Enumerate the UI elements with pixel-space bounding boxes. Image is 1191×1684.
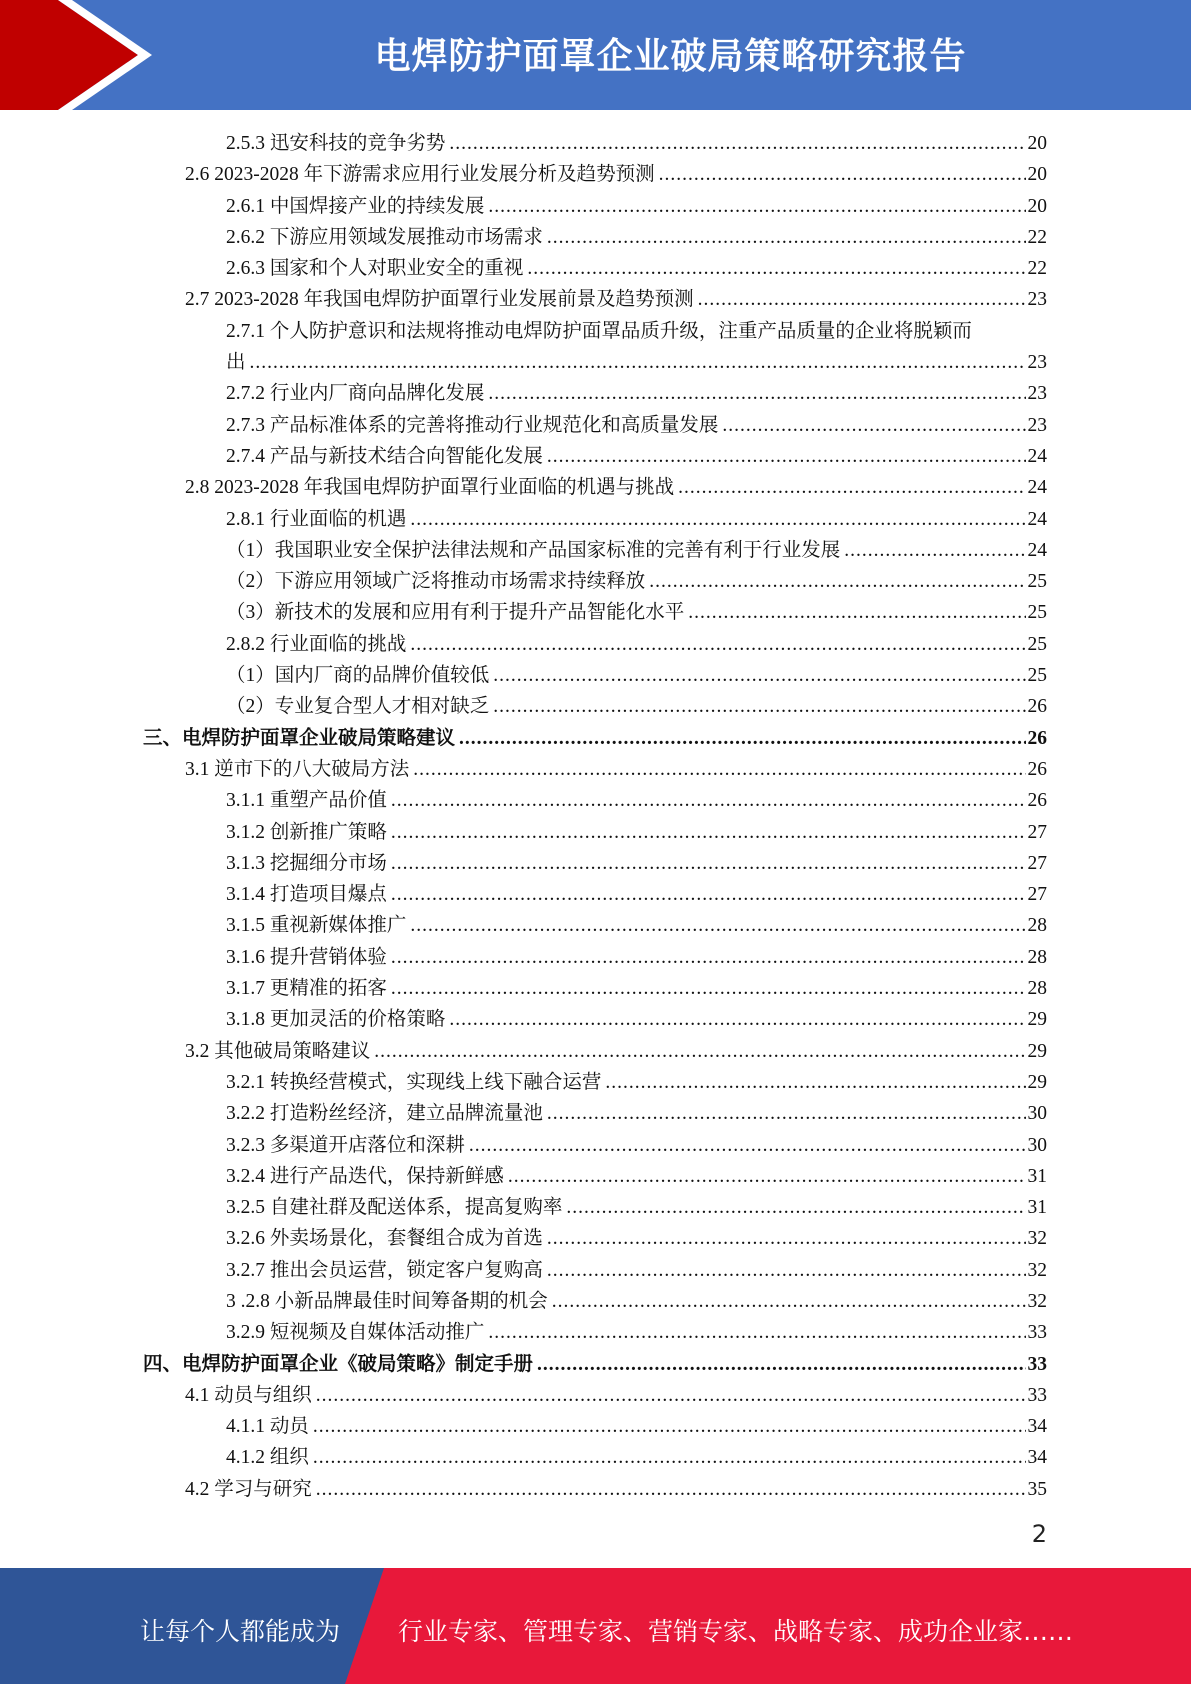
toc-entry-label: 3.2.6 外卖场景化，套餐组合成为首选 bbox=[226, 1228, 543, 1250]
toc-entry[interactable] bbox=[0, 409, 1191, 440]
page-number: 2 bbox=[1031, 1520, 1047, 1548]
toc-entry-page: 27 bbox=[1027, 884, 1047, 906]
toc-entry[interactable] bbox=[0, 1097, 1191, 1128]
report-title: 电焊防护面罩企业破局策略研究报告 bbox=[374, 36, 967, 77]
toc-entry-page: 22 bbox=[1027, 258, 1047, 280]
toc-entry-page: 32 bbox=[1027, 1259, 1047, 1281]
toc-leader-dots bbox=[410, 634, 1025, 656]
toc-entry[interactable] bbox=[0, 1285, 1191, 1316]
toc-entry-page: 25 bbox=[1027, 633, 1047, 655]
toc-entry[interactable] bbox=[0, 1222, 1191, 1253]
toc-entry-page: 25 bbox=[1027, 602, 1047, 624]
toc-leader-dots bbox=[552, 1291, 1026, 1313]
toc-entry-label: 2.7.2 行业内厂商向品牌化发展 bbox=[226, 383, 485, 405]
toc-entry-label: 3.2.4 进行产品迭代，保持新鲜感 bbox=[226, 1165, 504, 1187]
toc-entry-page: 24 bbox=[1027, 539, 1047, 561]
toc-entry[interactable] bbox=[0, 972, 1191, 1003]
toc-entry[interactable] bbox=[0, 941, 1191, 972]
toc-entry-label: 3.2.9 短视频及自媒体活动推广 bbox=[226, 1322, 485, 1344]
toc-entry[interactable] bbox=[0, 722, 1191, 753]
toc-entry-page: 27 bbox=[1027, 821, 1047, 843]
toc-entry-page: 29 bbox=[1027, 1071, 1047, 1093]
toc-entry-page: 30 bbox=[1027, 1103, 1047, 1125]
toc-entry-label: 2.6.3 国家和个人对职业安全的重视 bbox=[226, 258, 524, 280]
toc-entry-label: （2）下游应用领域广泛将推动市场需求持续释放 bbox=[226, 571, 646, 593]
toc-entry-page: 20 bbox=[1027, 164, 1047, 186]
toc-entry[interactable] bbox=[0, 283, 1191, 314]
toc-entry-label: 3.2.1 转换经营模式，实现线上线下融合运营 bbox=[226, 1071, 602, 1093]
toc-leader-dots bbox=[391, 790, 1026, 812]
toc-entry-label: （1）我国职业安全保护法律法规和产品国家标准的完善有利于行业发展 bbox=[226, 539, 841, 561]
toc-leader-dots bbox=[547, 1260, 1026, 1282]
toc-entry[interactable] bbox=[0, 1254, 1191, 1285]
toc-leader-dots bbox=[547, 227, 1026, 249]
toc-entry-label: 3.2 其他破局策略建议 bbox=[185, 1040, 371, 1062]
toc-leader-dots bbox=[493, 665, 1025, 687]
toc-leader-dots bbox=[488, 1322, 1025, 1344]
footer-slogan-left: 让每个人都能成为 bbox=[140, 1617, 341, 1646]
toc-entry[interactable] bbox=[0, 1129, 1191, 1160]
toc-leader-dots bbox=[605, 1072, 1025, 1094]
toc-entry[interactable] bbox=[0, 1160, 1191, 1191]
toc-entry-label: 2.8.2 行业面临的挑战 bbox=[226, 633, 407, 655]
toc-entry-label: 3.1.3 挖掘细分市场 bbox=[226, 852, 387, 874]
toc-leader-dots bbox=[547, 1228, 1026, 1250]
toc-entry[interactable] bbox=[0, 565, 1191, 596]
toc-entry[interactable] bbox=[0, 659, 1191, 690]
toc-leader-dots bbox=[410, 509, 1025, 531]
toc-entry-label: 3.1.5 重视新媒体推广 bbox=[226, 915, 407, 937]
toc-entry-label: 3.1.7 更精准的拓客 bbox=[226, 978, 387, 1000]
toc-entry[interactable] bbox=[0, 1348, 1191, 1379]
toc-leader-dots bbox=[678, 477, 1025, 499]
toc-leader-dots bbox=[250, 352, 1026, 374]
toc-leader-dots bbox=[488, 383, 1025, 405]
toc-entry-page: 20 bbox=[1027, 195, 1047, 217]
toc-entry-page: 28 bbox=[1027, 978, 1047, 1000]
toc-leader-dots bbox=[313, 1416, 1026, 1438]
toc-entry[interactable] bbox=[0, 1410, 1191, 1441]
toc-entry[interactable] bbox=[0, 847, 1191, 878]
toc-leader-dots bbox=[844, 540, 1025, 562]
page-footer bbox=[0, 1568, 1191, 1684]
toc-entry-label: 3.2.2 打造粉丝经济，建立品牌流量池 bbox=[226, 1103, 543, 1125]
toc-entry[interactable] bbox=[0, 190, 1191, 221]
toc-entry-page: 26 bbox=[1027, 758, 1047, 780]
toc-entry-page: 28 bbox=[1027, 946, 1047, 968]
table-of-contents bbox=[0, 127, 1191, 1504]
toc-entry-label: 2.7.3 产品标准体系的完善将推动行业规范化和高质量发展 bbox=[226, 414, 719, 436]
toc-entry[interactable] bbox=[0, 784, 1191, 815]
toc-leader-dots bbox=[391, 947, 1026, 969]
toc-entry-page: 23 bbox=[1027, 414, 1047, 436]
toc-leader-dots bbox=[722, 415, 1025, 437]
toc-entry-page: 26 bbox=[1027, 727, 1047, 749]
toc-entry[interactable] bbox=[0, 534, 1191, 565]
toc-entry-label: 2.5.3 迅安科技的竞争劣势 bbox=[226, 133, 446, 154]
toc-entry-page: 25 bbox=[1027, 571, 1047, 593]
toc-entry[interactable] bbox=[0, 878, 1191, 909]
toc-entry[interactable] bbox=[0, 628, 1191, 659]
toc-entry-page: 27 bbox=[1027, 852, 1047, 874]
toc-leader-dots bbox=[469, 1135, 1026, 1157]
toc-entry-page: 25 bbox=[1027, 665, 1047, 687]
toc-entry-label: 3.2.7 推出会员运营，锁定客户复购高 bbox=[226, 1259, 543, 1281]
toc-entry[interactable] bbox=[0, 158, 1191, 189]
toc-entry-wrapped-line[interactable]: 2.7.1 个人防护意识和法规将推动电焊防护面罩品质升级，注重产品质量的企业将脱颖而 bbox=[226, 320, 972, 342]
footer-slogan-right: 行业专家、管理专家、营销专家、战略专家、成功企业家…… bbox=[398, 1617, 1074, 1646]
toc-entry[interactable] bbox=[0, 1473, 1191, 1504]
toc-entry-label: 3.1.2 创新推广策略 bbox=[226, 821, 387, 843]
toc-entry-page: 33 bbox=[1027, 1384, 1047, 1406]
toc-entry-label: 出 bbox=[226, 352, 246, 374]
toc-entry[interactable] bbox=[0, 377, 1191, 408]
toc-entry-page: 30 bbox=[1027, 1134, 1047, 1156]
toc-entry[interactable] bbox=[0, 503, 1191, 534]
toc-entry-label: 3.2.3 多渠道开店落位和深耕 bbox=[226, 1134, 465, 1156]
toc-entry[interactable] bbox=[0, 816, 1191, 847]
toc-entry-label: （1）国内厂商的品牌价值较低 bbox=[226, 665, 490, 687]
toc-leader-dots bbox=[316, 1385, 1026, 1407]
toc-entry-page: 31 bbox=[1027, 1197, 1047, 1219]
toc-entry[interactable] bbox=[0, 127, 1191, 158]
toc-entry[interactable] bbox=[0, 690, 1191, 721]
toc-entry-page: 35 bbox=[1027, 1478, 1047, 1500]
toc-leader-dots bbox=[316, 1479, 1026, 1501]
toc-entry-label: 3.1.6 提升营销体验 bbox=[226, 946, 387, 968]
toc-entry-label: 3.1 逆市下的八大破局方法 bbox=[185, 758, 410, 780]
toc-leader-dots bbox=[649, 571, 1025, 593]
toc-leader-dots bbox=[688, 602, 1025, 624]
toc-entry-page: 20 bbox=[1027, 133, 1047, 154]
toc-entry-label: （3）新技术的发展和应用有利于提升产品智能化水平 bbox=[226, 602, 685, 624]
toc-entry-label: 2.6 2023-2028 年下游需求应用行业发展分析及趋势预测 bbox=[185, 164, 655, 186]
toc-entry-page: 24 bbox=[1027, 477, 1047, 499]
toc-entry-label: 三、电焊防护面罩企业破局策略建议 bbox=[143, 727, 456, 749]
toc-leader-dots bbox=[547, 1103, 1026, 1125]
toc-leader-dots bbox=[698, 289, 1026, 311]
toc-entry-page: 26 bbox=[1027, 790, 1047, 812]
toc-leader-dots bbox=[537, 1354, 1025, 1376]
toc-entry-page: 29 bbox=[1027, 1040, 1047, 1062]
toc-entry-label: 2.7 2023-2028 年我国电焊防护面罩行业发展前景及趋势预测 bbox=[185, 289, 694, 311]
toc-entry-label: 4.1.2 组织 bbox=[226, 1447, 309, 1469]
toc-leader-dots bbox=[413, 759, 1025, 781]
toc-entry-label: 2.7.4 产品与新技术结合向智能化发展 bbox=[226, 445, 543, 467]
toc-leader-dots bbox=[659, 164, 1026, 186]
toc-entry[interactable] bbox=[0, 1379, 1191, 1410]
toc-entry[interactable] bbox=[0, 1035, 1191, 1066]
toc-entry-page: 29 bbox=[1027, 1009, 1047, 1031]
toc-entry[interactable] bbox=[0, 1441, 1191, 1472]
toc-entry-page: 34 bbox=[1027, 1416, 1047, 1438]
toc-entry[interactable] bbox=[0, 596, 1191, 627]
toc-entry-label: 4.1.1 动员 bbox=[226, 1416, 309, 1438]
toc-entry-label: 2.6.1 中国焊接产业的持续发展 bbox=[226, 195, 485, 217]
toc-leader-dots bbox=[449, 133, 1025, 155]
toc-entry-label: 四、电焊防护面罩企业《破局策略》制定手册 bbox=[143, 1353, 534, 1375]
toc-entry-page: 22 bbox=[1027, 226, 1047, 248]
toc-leader-dots bbox=[449, 1009, 1025, 1031]
toc-entry-page: 34 bbox=[1027, 1447, 1047, 1469]
toc-entry[interactable] bbox=[0, 346, 1191, 377]
toc-entry-label: 3.1.8 更加灵活的价格策略 bbox=[226, 1009, 446, 1031]
toc-leader-dots bbox=[313, 1447, 1026, 1469]
toc-entry-page: 24 bbox=[1027, 508, 1047, 530]
toc-entry[interactable] bbox=[0, 221, 1191, 252]
toc-leader-dots bbox=[566, 1197, 1025, 1219]
toc-entry-label: 3.1.1 重塑产品价值 bbox=[226, 790, 387, 812]
toc-entry[interactable] bbox=[0, 1003, 1191, 1034]
toc-entry-label: 3.2.5 自建社群及配送体系，提高复购率 bbox=[226, 1197, 563, 1219]
toc-entry[interactable] bbox=[0, 1066, 1191, 1097]
toc-entry-label: 2.6.2 下游应用领域发展推动市场需求 bbox=[226, 226, 543, 248]
toc-entry-page: 24 bbox=[1027, 445, 1047, 467]
toc-leader-dots bbox=[374, 1041, 1025, 1063]
toc-entry-page: 28 bbox=[1027, 915, 1047, 937]
toc-entry-page: 32 bbox=[1027, 1228, 1047, 1250]
toc-entry-page: 33 bbox=[1027, 1322, 1047, 1344]
toc-entry[interactable] bbox=[0, 909, 1191, 940]
toc-entry-page: 33 bbox=[1027, 1353, 1047, 1375]
toc-entry-page: 23 bbox=[1027, 289, 1047, 311]
toc-entry[interactable] bbox=[0, 1191, 1191, 1222]
toc-leader-dots bbox=[391, 978, 1026, 1000]
toc-entry-page: 26 bbox=[1027, 696, 1047, 718]
page-header bbox=[0, 0, 1191, 110]
toc-leader-dots bbox=[508, 1166, 1026, 1188]
toc-entry-label: 4.1 动员与组织 bbox=[185, 1384, 312, 1406]
toc-leader-dots bbox=[547, 446, 1026, 468]
toc-entry[interactable] bbox=[0, 471, 1191, 502]
toc-leader-dots bbox=[410, 915, 1025, 937]
toc-entry-page: 23 bbox=[1027, 383, 1047, 405]
toc-entry[interactable] bbox=[0, 440, 1191, 471]
toc-entry-label: 3 .2.8 小新品牌最佳时间筹备期的机会 bbox=[226, 1290, 548, 1312]
toc-entry-page: 23 bbox=[1027, 352, 1047, 374]
toc-entry-label: 3.1.4 打造项目爆点 bbox=[226, 884, 387, 906]
toc-leader-dots bbox=[391, 884, 1026, 906]
toc-entry-label: 2.8.1 行业面临的机遇 bbox=[226, 508, 407, 530]
toc-entry-page: 31 bbox=[1027, 1165, 1047, 1187]
toc-leader-dots bbox=[391, 822, 1026, 844]
toc-leader-dots bbox=[493, 696, 1025, 718]
toc-entry[interactable] bbox=[0, 1316, 1191, 1347]
toc-entry[interactable] bbox=[0, 252, 1191, 283]
toc-leader-dots bbox=[459, 728, 1025, 750]
toc-entry[interactable] bbox=[0, 753, 1191, 784]
toc-leader-dots bbox=[488, 196, 1025, 218]
toc-entry-label: 2.8 2023-2028 年我国电焊防护面罩行业面临的机遇与挑战 bbox=[185, 477, 675, 499]
toc-entry-page: 32 bbox=[1027, 1290, 1047, 1312]
toc-entry-label: （2）专业复合型人才相对缺乏 bbox=[226, 696, 490, 718]
toc-entry-label: 4.2 学习与研究 bbox=[185, 1478, 312, 1500]
toc-leader-dots bbox=[391, 853, 1026, 875]
toc-leader-dots bbox=[527, 258, 1025, 280]
